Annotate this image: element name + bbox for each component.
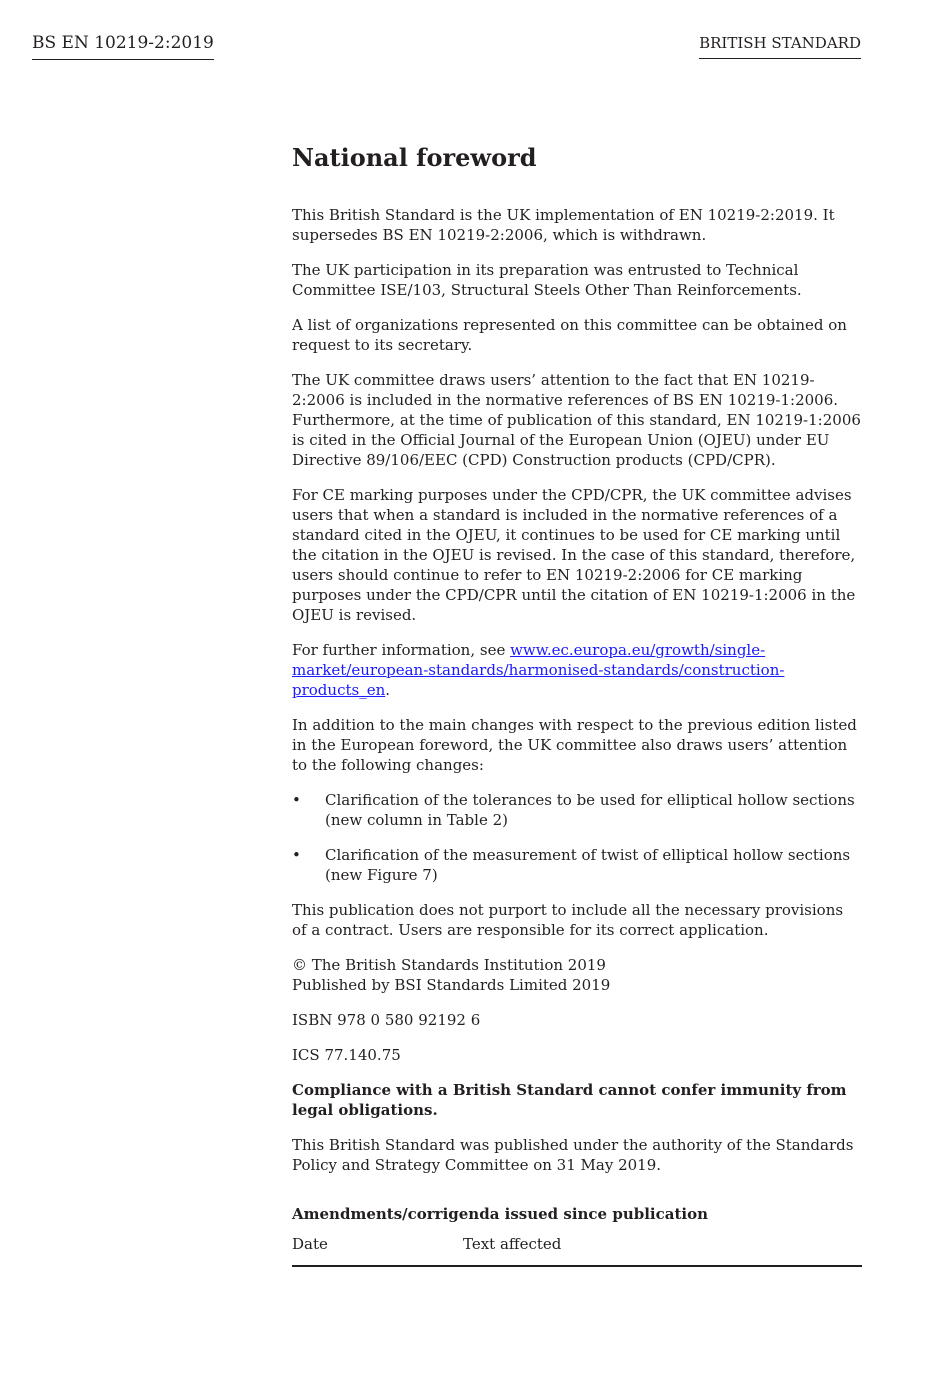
list-item: [292, 845, 862, 885]
paragraph-provisions: This publication does not purport to include all the necessary provisions of a contract. Users are responsible for its correct application.: [292, 901, 844, 939]
amendments-text-header: Text affected: [463, 1235, 562, 1253]
header-publisher: BRITISH STANDARD: [699, 33, 861, 59]
paragraph-ce-marking: For CE marking purposes under the CPD/CPR, the UK committee advises users that when a standard is included in the normative references of a standard cited in the OJEU, it continues to be used for CE marking until the citation in the OJEU is revised. In the case of this standard, therefore, users should continue to refer to EN 10219-2:2006 for CE marking purposes under the CPD/CPR until the citation of EN 10219-1:2006 in the OJEU is revised.: [292, 486, 856, 624]
paragraph-further-information: [292, 640, 862, 700]
copyright-notice: [292, 955, 862, 995]
construction-products-link[interactable]: www.ec.europa.eu/growth/single-market/european-standards/harmonised-standards/construction-products_en: [292, 641, 785, 699]
changes-list: [292, 790, 862, 885]
amendments-date-header: Date: [292, 1235, 328, 1253]
further-information-suffix: .: [385, 681, 391, 699]
national-foreword-section: [292, 142, 862, 1267]
isbn: ISBN 978 0 580 92192 6: [292, 1011, 481, 1029]
paragraph-committee: The UK participation in its preparation was entrusted to Technical Committee ISE/103, Structural Steels Other Than Reinforcements.: [292, 261, 802, 299]
copyright-line: © The British Standards Institution 2019: [292, 956, 606, 974]
publisher-line: Published by BSI Standards Limited 2019: [292, 976, 611, 994]
amendments-table: [292, 1234, 862, 1267]
further-information-prefix: For further information, see: [292, 641, 511, 659]
list-item-text: Clarification of the tolerances to be used for elliptical hollow sections (new column in Table 2): [325, 791, 855, 829]
paragraph-authority: This British Standard was published under the authority of the Standards Policy and Strategy Committee on 31 May 2019.: [292, 1136, 854, 1174]
page-title: National foreword: [292, 143, 537, 172]
list-item: [292, 790, 862, 830]
bullet-icon: •: [292, 791, 301, 809]
paragraph-implementation: This British Standard is the UK implementation of EN 10219-2:2019. It supersedes BS EN 10219-2:2006, which is withdrawn.: [292, 206, 835, 244]
header-document-number: BS EN 10219-2:2019: [32, 32, 214, 60]
compliance-statement: Compliance with a British Standard cannot confer immunity from legal obligations.: [292, 1081, 847, 1119]
bullet-icon: •: [292, 846, 301, 864]
paragraph-changes-intro: In addition to the main changes with respect to the previous edition listed in the European foreword, the UK committee also draws users’ attention to the following changes:: [292, 716, 857, 774]
list-item-text: Clarification of the measurement of twist of elliptical hollow sections (new Figure 7): [325, 846, 851, 884]
paragraph-organizations: A list of organizations represented on this committee can be obtained on request to its secretary.: [292, 316, 847, 354]
amendments-title: Amendments/corrigenda issued since publication: [292, 1205, 708, 1223]
paragraph-normative-references: The UK committee draws users’ attention to the fact that EN 10219-2:2006 is included in the normative references of BS EN 10219-1:2006. Furthermore, at the time of publication of this standard, EN 10219-1:2006 is cited in the Official Journal of the European Union (OJEU) under EU Directive 89/106/EEC (CPD) Construction products (CPD/CPR).: [292, 371, 861, 469]
ics: ICS 77.140.75: [292, 1046, 401, 1064]
